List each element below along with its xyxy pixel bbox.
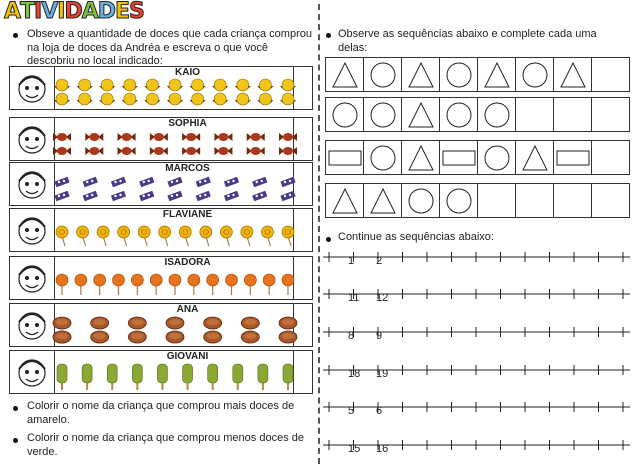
shape-rectangle-icon: [326, 141, 364, 174]
empty-cell[interactable]: [592, 141, 629, 174]
number-line-ticks: [323, 440, 630, 450]
number-line-ticks: [323, 327, 630, 337]
child-name[interactable]: SOPHIA: [168, 118, 207, 129]
title-letter: E: [115, 0, 131, 24]
child-name[interactable]: KAIO: [175, 67, 200, 78]
bullet: [13, 406, 18, 411]
continue-label: Continue as sequências abaixo:: [338, 231, 494, 243]
child-name[interactable]: ANA: [176, 304, 199, 315]
shape-triangle-icon: [326, 58, 364, 91]
shape-triangle-icon: [326, 184, 364, 217]
instruction-line: descobriu no local indicado:: [27, 55, 163, 67]
task-most-candies: [27, 400, 313, 427]
number-label: 9: [376, 330, 383, 342]
shape-circle-icon: [326, 98, 364, 131]
right-instruction: [338, 28, 623, 55]
empty-cell[interactable]: [478, 184, 516, 217]
shape-triangle-icon: [478, 58, 516, 91]
number-label: 11: [348, 292, 360, 304]
child-name[interactable]: GIOVANI: [166, 351, 209, 362]
left-instruction: [27, 28, 313, 69]
shape-sequence: [325, 183, 630, 218]
title-letter: D: [64, 0, 83, 24]
shape-circle-icon: [440, 58, 478, 91]
candy-row: [9, 350, 313, 394]
number-line-ticks: [323, 252, 630, 262]
child-name[interactable]: MARCOS: [165, 163, 210, 174]
shape-circle-icon: [440, 184, 478, 217]
shape-triangle-icon: [516, 141, 554, 174]
number-label: 5: [348, 405, 355, 417]
task-line: Colorir o nome da criança que comprou mais doces de: [27, 400, 295, 412]
candy-row: [9, 208, 313, 252]
shape-sequence: [325, 140, 630, 175]
title-letter: V: [41, 0, 59, 24]
number-line-ticks: [323, 402, 630, 412]
shape-rectangle-icon: [440, 141, 478, 174]
candy-items: [10, 163, 310, 205]
empty-cell[interactable]: [592, 98, 629, 131]
bullet: [13, 33, 18, 38]
empty-cell[interactable]: [516, 184, 554, 217]
title-letter: T: [20, 0, 36, 24]
instruction-line: na loja de doces da Andréa e escreva o que você: [27, 41, 268, 54]
number-label: 12: [376, 292, 389, 304]
shape-circle-icon: [364, 58, 402, 91]
shape-sequence: [325, 57, 630, 92]
number-line[interactable]: [323, 402, 630, 412]
task-line: amarelo.: [27, 413, 70, 426]
title-letter: S: [129, 0, 145, 24]
candy-items: [10, 118, 310, 160]
shape-circle-icon: [516, 58, 554, 91]
shape-circle-icon: [364, 141, 402, 174]
number-label: 16: [376, 443, 389, 455]
shape-triangle-icon: [402, 141, 440, 174]
shape-circle-icon: [440, 98, 478, 131]
number-label: 1: [348, 255, 355, 267]
empty-cell[interactable]: [592, 58, 629, 91]
task-line: Colorir o nome da criança que comprou menos doces de: [27, 432, 304, 444]
number-line-ticks: [323, 365, 630, 375]
number-line[interactable]: [323, 252, 630, 262]
title-letter: A: [4, 0, 22, 24]
task-line: verde.: [27, 445, 58, 458]
candy-items: [10, 209, 310, 251]
title-letter: A: [81, 0, 99, 24]
candy-items: [10, 304, 310, 346]
number-label: 19: [376, 368, 389, 380]
candy-items: [10, 257, 310, 299]
number-line[interactable]: [323, 440, 630, 450]
shape-circle-icon: [478, 98, 516, 131]
number-label: 18: [348, 368, 361, 380]
candy-row: [9, 256, 313, 300]
number-line[interactable]: [323, 327, 630, 337]
title-letter: I: [34, 0, 43, 24]
child-name[interactable]: FLAVIANE: [162, 209, 213, 220]
number-line[interactable]: [323, 289, 630, 299]
candy-row: [9, 162, 313, 206]
empty-cell[interactable]: [592, 184, 629, 217]
bullet: [326, 33, 331, 38]
page-title: [4, 0, 144, 24]
bullet: [13, 438, 18, 443]
instruction-line: delas:: [338, 41, 368, 54]
shape-sequence: [325, 97, 630, 132]
empty-cell[interactable]: [554, 98, 592, 131]
number-line-ticks: [323, 289, 630, 299]
shape-triangle-icon: [402, 58, 440, 91]
empty-cell[interactable]: [554, 184, 592, 217]
candy-row: [9, 303, 313, 347]
task-fewest-candies: [27, 432, 313, 459]
instruction-line: Obseve a quantidade de doces que cada criança comprou: [27, 28, 312, 40]
instruction-line: Observe as sequências abaixo e complete cada uma: [338, 28, 597, 40]
shape-rectangle-icon: [554, 141, 592, 174]
number-label: 8: [348, 330, 355, 342]
title-letter: I: [57, 0, 66, 24]
number-label: 2: [376, 255, 383, 267]
shape-triangle-icon: [554, 58, 592, 91]
shape-circle-icon: [478, 141, 516, 174]
shape-triangle-icon: [364, 184, 402, 217]
shape-triangle-icon: [402, 98, 440, 131]
number-label: 15: [348, 443, 361, 455]
title-letter: D: [97, 0, 117, 24]
shape-circle-icon: [364, 98, 402, 131]
column-divider: [318, 4, 320, 464]
candy-row: [9, 117, 313, 161]
bullet: [326, 237, 331, 242]
child-name[interactable]: ISADORA: [164, 257, 211, 268]
candy-items: [10, 351, 310, 393]
number-line[interactable]: [323, 365, 630, 375]
empty-cell[interactable]: [516, 98, 554, 131]
number-label: 6: [376, 405, 383, 417]
shape-circle-icon: [402, 184, 440, 217]
candy-items: [10, 67, 310, 109]
candy-row: [9, 66, 313, 110]
